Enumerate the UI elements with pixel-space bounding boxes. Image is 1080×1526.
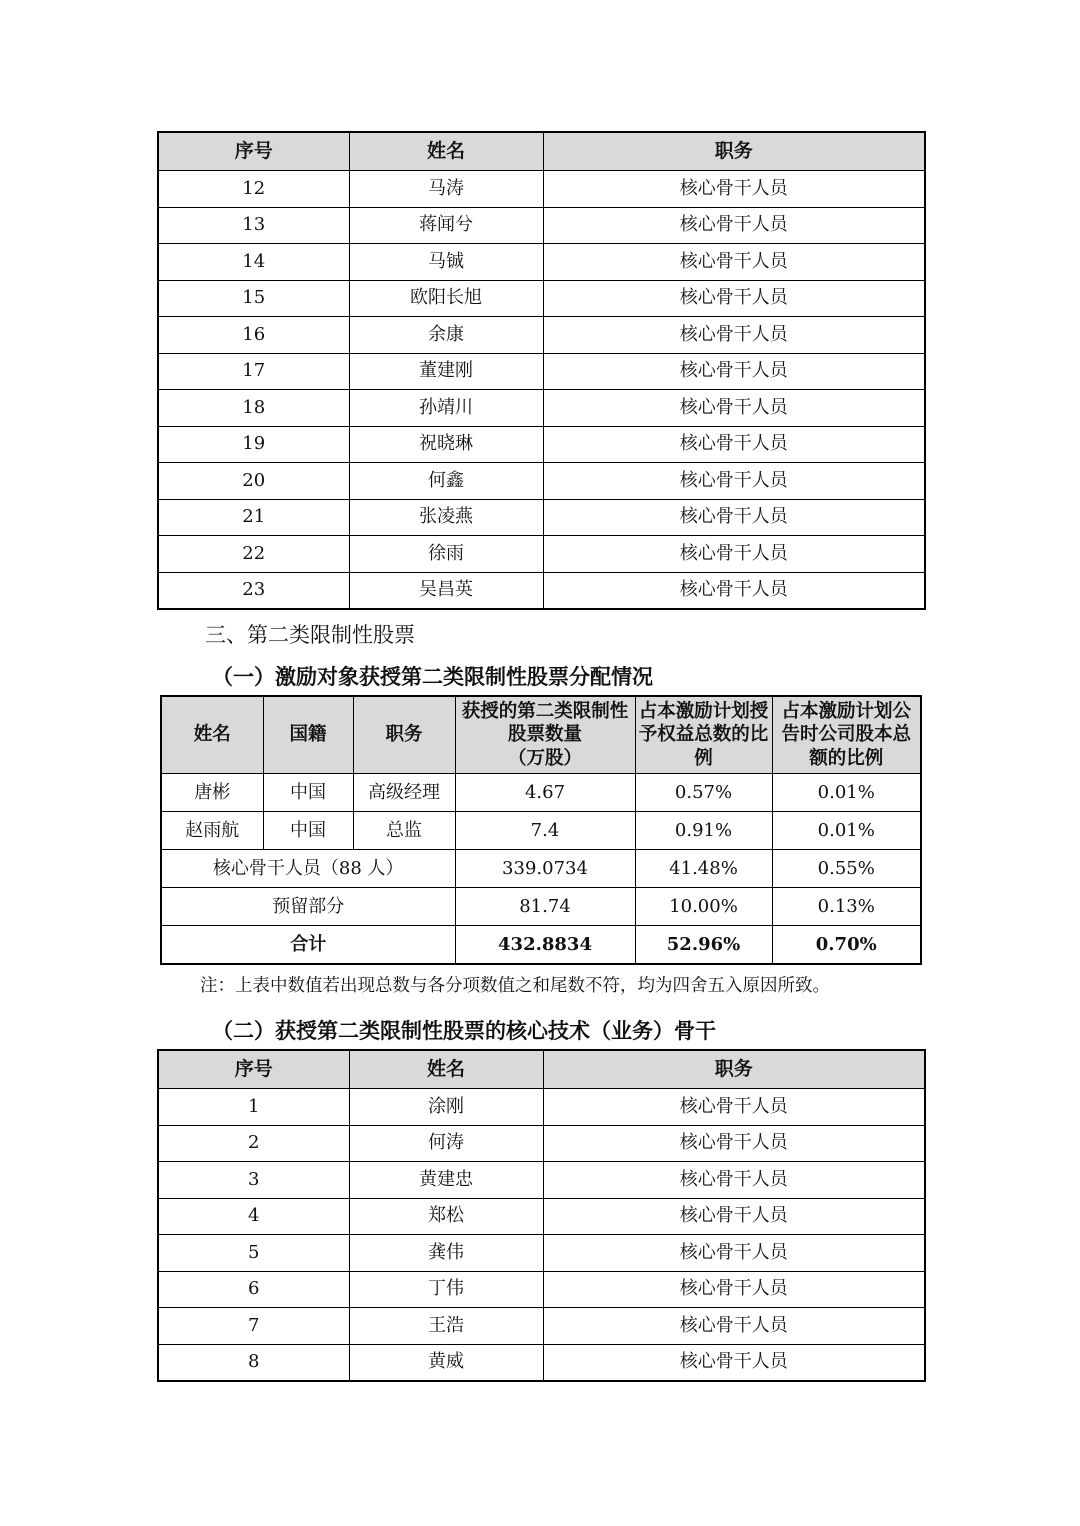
cell-name: 何涛 (349, 1125, 543, 1162)
cell-index: 6 (158, 1271, 349, 1308)
cell-position: 核心骨干人员 (543, 1125, 925, 1162)
table-row (158, 353, 925, 390)
header-position: 职务 (543, 1050, 925, 1089)
header-line: 例 (694, 747, 713, 769)
cell-position: 核心骨干人员 (543, 1162, 925, 1199)
cell-nationality: 中国 (263, 812, 353, 850)
cell-index: 21 (158, 499, 349, 536)
table-row (158, 1125, 925, 1162)
cell-position: 核心骨干人员 (543, 536, 925, 573)
subsection-title-allocation: （一）激励对象获授第二类限制性股票分配情况 (212, 664, 653, 689)
table-row-core-staff (161, 850, 921, 888)
table-row (158, 244, 925, 281)
cell-name: 欧阳长旭 (349, 280, 543, 317)
cell-grant-ratio: 0.91% (635, 812, 772, 850)
table-header-row (158, 132, 925, 171)
cell-name: 余康 (349, 317, 543, 354)
table-row (158, 207, 925, 244)
header-line: 股票数量 (507, 724, 582, 746)
cell-index: 15 (158, 280, 349, 317)
header-line: 占本激励计划授 (638, 701, 769, 723)
cell-name: 马涛 (349, 171, 543, 208)
cell-label: 合计 (161, 926, 455, 965)
cell-name: 丁伟 (349, 1271, 543, 1308)
cell-position: 核心骨干人员 (543, 171, 925, 208)
cell-index: 12 (158, 171, 349, 208)
cell-label: 核心骨干人员（88 人） (161, 850, 455, 888)
cell-name: 龚伟 (349, 1235, 543, 1272)
cell-index: 2 (158, 1125, 349, 1162)
cell-position: 核心骨干人员 (543, 463, 925, 500)
table-row (158, 572, 925, 609)
cell-position: 总监 (353, 812, 455, 850)
allocation-table (160, 695, 922, 965)
cell-name: 祝晓琳 (349, 426, 543, 463)
header-line: （万股） (507, 747, 582, 769)
table-note: 注：上表中数值若出现总数与各分项数值之和尾数不符，均为四舍五入原因所致。 (200, 976, 830, 996)
cell-name: 孙靖川 (349, 390, 543, 427)
subsection-title-core-staff: （二）获授第二类限制性股票的核心技术（业务）骨干 (212, 1018, 716, 1043)
table-row (158, 1308, 925, 1345)
cell-capital-ratio: 0.13% (772, 888, 921, 926)
table-row (158, 426, 925, 463)
header-grant-ratio (635, 696, 772, 774)
cell-grant-ratio: 52.96% (635, 926, 772, 965)
table-row (158, 280, 925, 317)
cell-grant-ratio: 0.57% (635, 774, 772, 812)
table-row (158, 390, 925, 427)
cell-index: 8 (158, 1344, 349, 1381)
table-row (158, 1344, 925, 1381)
cell-position: 核心骨干人员 (543, 1235, 925, 1272)
cell-shares: 4.67 (455, 774, 635, 812)
table-row-total (161, 926, 921, 965)
cell-position: 核心骨干人员 (543, 390, 925, 427)
cell-capital-ratio: 0.70% (772, 926, 921, 965)
cell-name: 唐彬 (161, 774, 263, 812)
cell-capital-ratio: 0.01% (772, 774, 921, 812)
cell-position: 核心骨干人员 (543, 1198, 925, 1235)
cell-name: 何鑫 (349, 463, 543, 500)
cell-nationality: 中国 (263, 774, 353, 812)
cell-name: 蒋闻兮 (349, 207, 543, 244)
cell-position: 核心骨干人员 (543, 1089, 925, 1126)
table-row (158, 1235, 925, 1272)
header-line: 获授的第二类限制性 (461, 701, 629, 723)
cell-index: 18 (158, 390, 349, 427)
cell-position: 核心骨干人员 (543, 426, 925, 463)
cell-name: 吴昌英 (349, 572, 543, 609)
cell-position: 高级经理 (353, 774, 455, 812)
cell-shares: 339.0734 (455, 850, 635, 888)
cell-index: 5 (158, 1235, 349, 1272)
cell-position: 核心骨干人员 (543, 572, 925, 609)
cell-index: 16 (158, 317, 349, 354)
cell-index: 14 (158, 244, 349, 281)
table-row (158, 1198, 925, 1235)
cell-index: 19 (158, 426, 349, 463)
table-row (158, 171, 925, 208)
cell-name: 黄建忠 (349, 1162, 543, 1199)
cell-shares: 81.74 (455, 888, 635, 926)
table-body (158, 171, 925, 610)
cell-position: 核心骨干人员 (543, 353, 925, 390)
cell-name: 赵雨航 (161, 812, 263, 850)
cell-position: 核心骨干人员 (543, 244, 925, 281)
cell-index: 4 (158, 1198, 349, 1235)
core-staff-table (157, 1049, 926, 1382)
header-position: 职务 (543, 132, 925, 171)
header-name: 姓名 (161, 696, 263, 774)
table-row (158, 1089, 925, 1126)
header-line: 告时公司股本总 (781, 724, 911, 746)
cell-index: 23 (158, 572, 349, 609)
cell-name: 张凌燕 (349, 499, 543, 536)
table-body (158, 1089, 925, 1382)
cell-index: 17 (158, 353, 349, 390)
cell-name: 涂刚 (349, 1089, 543, 1126)
cell-position: 核心骨干人员 (543, 207, 925, 244)
cell-name: 徐雨 (349, 536, 543, 573)
cell-position: 核心骨干人员 (543, 280, 925, 317)
cell-name: 董建刚 (349, 353, 543, 390)
cell-shares: 7.4 (455, 812, 635, 850)
cell-position: 核心骨干人员 (543, 1344, 925, 1381)
header-name: 姓名 (349, 1050, 543, 1089)
cell-index: 13 (158, 207, 349, 244)
cell-label: 预留部分 (161, 888, 455, 926)
cell-index: 22 (158, 536, 349, 573)
cell-position: 核心骨干人员 (543, 1308, 925, 1345)
table-row (161, 774, 921, 812)
section-title: 三、第二类限制性股票 (205, 623, 415, 647)
cell-name: 黄威 (349, 1344, 543, 1381)
cell-index: 1 (158, 1089, 349, 1126)
table-row-reserved (161, 888, 921, 926)
table-header-row (158, 1050, 925, 1089)
cell-index: 3 (158, 1162, 349, 1199)
table-row (158, 499, 925, 536)
cell-name: 王浩 (349, 1308, 543, 1345)
cell-name: 郑松 (349, 1198, 543, 1235)
cell-capital-ratio: 0.01% (772, 812, 921, 850)
cell-shares: 432.8834 (455, 926, 635, 965)
staff-table-continued (157, 131, 926, 610)
table-body (161, 774, 921, 965)
cell-index: 7 (158, 1308, 349, 1345)
table-row (158, 317, 925, 354)
table-row (158, 1162, 925, 1199)
table-row (158, 463, 925, 500)
table-header-row (161, 696, 921, 774)
cell-position: 核心骨干人员 (543, 1271, 925, 1308)
cell-name: 马铖 (349, 244, 543, 281)
header-line: 予权益总数的比 (638, 724, 769, 746)
cell-grant-ratio: 41.48% (635, 850, 772, 888)
table-row (158, 1271, 925, 1308)
cell-capital-ratio: 0.55% (772, 850, 921, 888)
header-line: 占本激励计划公 (781, 701, 911, 723)
header-name: 姓名 (349, 132, 543, 171)
cell-position: 核心骨干人员 (543, 499, 925, 536)
header-line: 额的比例 (809, 747, 884, 769)
header-nationality: 国籍 (263, 696, 353, 774)
header-position: 职务 (353, 696, 455, 774)
cell-index: 20 (158, 463, 349, 500)
header-granted-shares (455, 696, 635, 774)
header-capital-ratio (772, 696, 921, 774)
table-row (158, 536, 925, 573)
cell-grant-ratio: 10.00% (635, 888, 772, 926)
header-index: 序号 (158, 132, 349, 171)
header-index: 序号 (158, 1050, 349, 1089)
table-row (161, 812, 921, 850)
cell-position: 核心骨干人员 (543, 317, 925, 354)
